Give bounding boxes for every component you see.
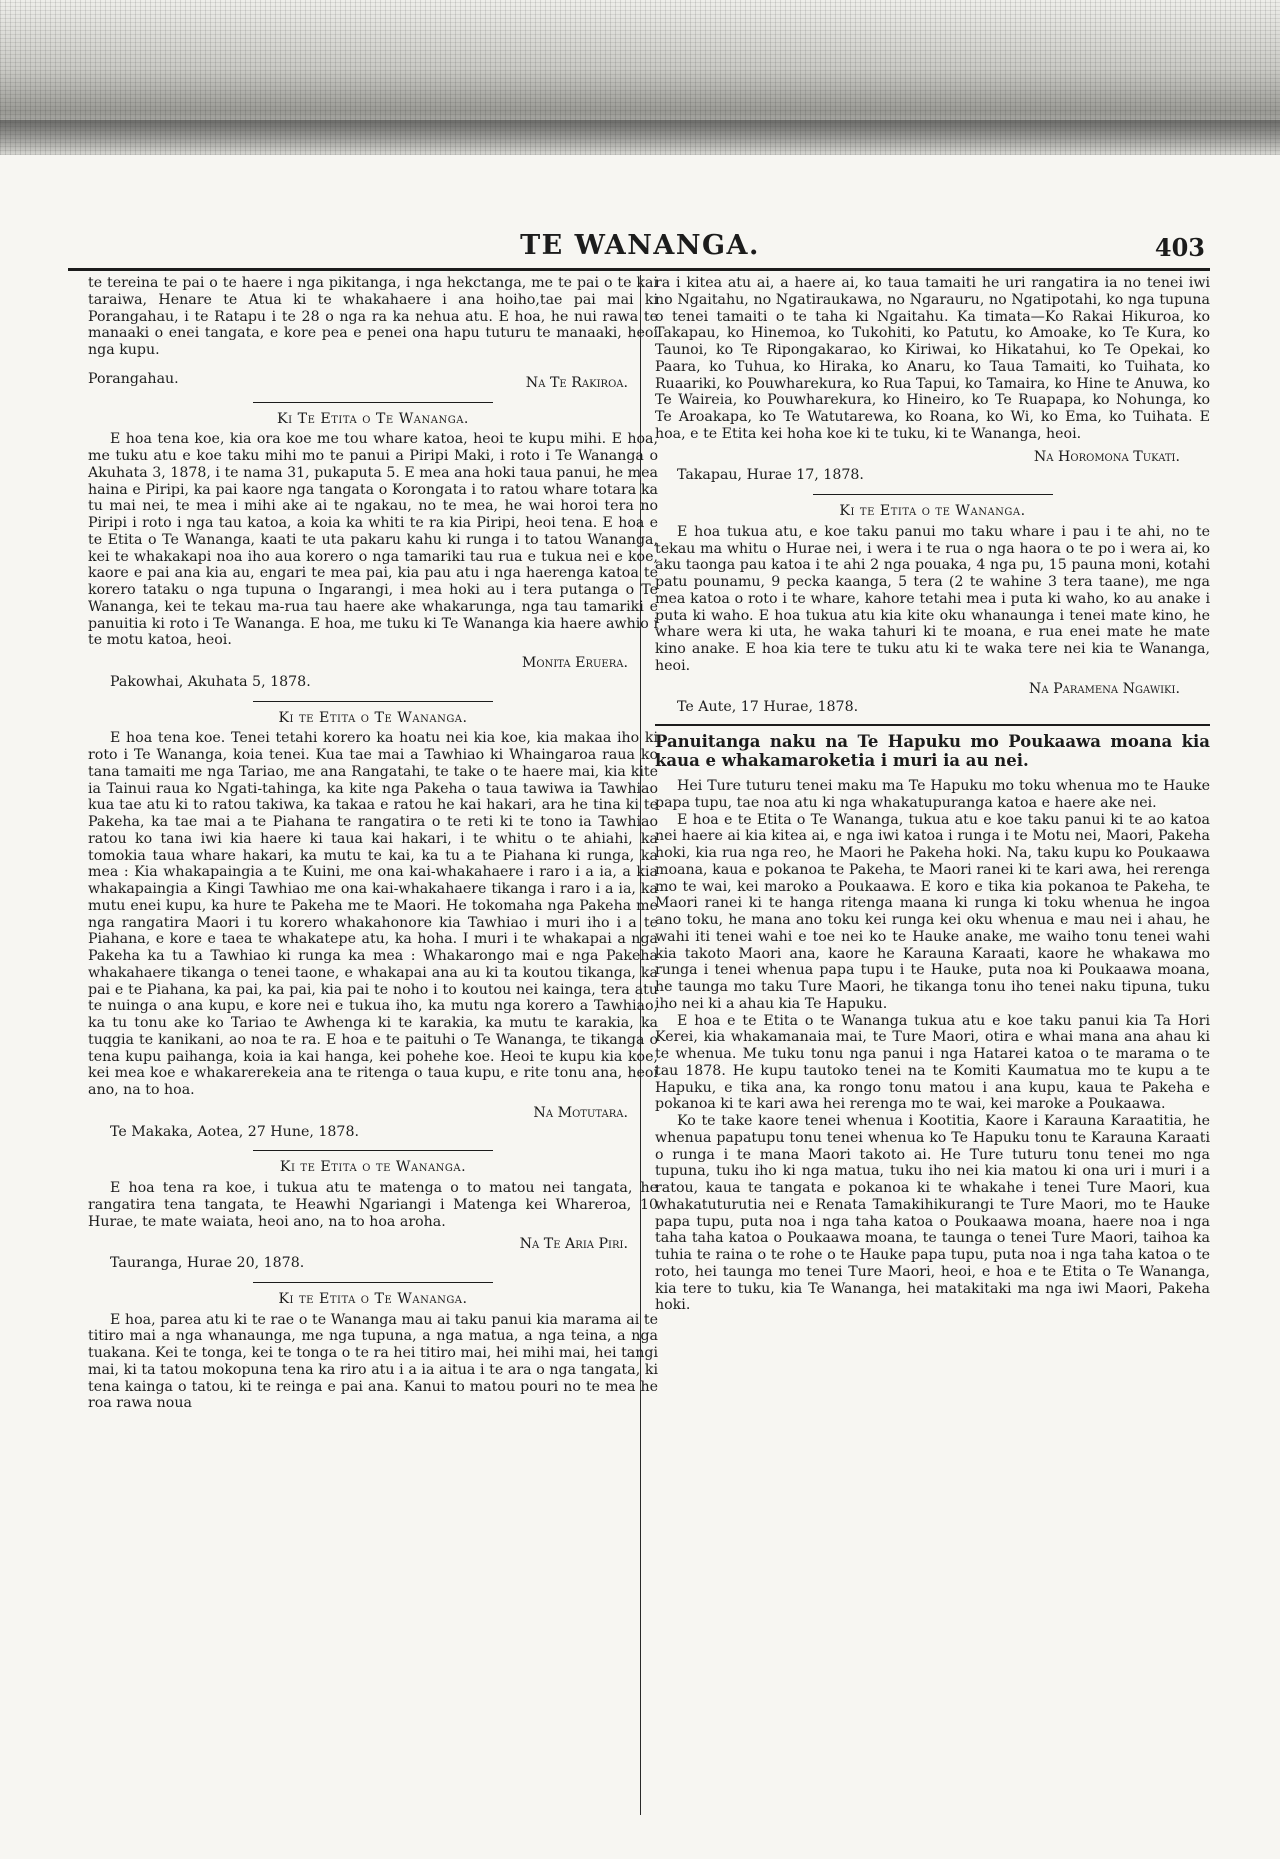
letter-place: Pakowhai, Akuhata 5, 1878. [110, 673, 311, 690]
letter-signature: Na Te Rakiroa. [525, 374, 628, 391]
letter-place: Tauranga, Hurae 20, 1878. [110, 1255, 305, 1271]
letter-heading: Ki te Etita o te Wananga. [279, 1159, 467, 1176]
notice-paragraph: Ko te take kaore tenei whenua i Kootitia, Kaore i Karauna Karaatitia, he whenua papatupu tonu tenei whenua ko Te Hapuku tonu te Karauna Karaati o runga i te mana Maori takoto ai. He Ture tuturu tonu tenei mo nga tupuna, tuku iho ki nga matua, tuku iho nei kia matou ki ona uri i muri i a ratou, kaua te tangata e pokanoa ki te whakahe i tenei Ture Maori, kua whakatuturutia nei e Renata Tamakihikurangi te Ture Maori, mo te Hauke papa tupu, puta noa i nga taha katoa o Poukaawa moana, haere noa i nga taha taha katoa o Poukaawa moana, te taunga o tenei Ture Maori, taihoa ka tuhia te raina o te rohe o te Hauke papa tupu, puta noa i nga taha katoa o te roto, hei taunga mo tenei Ture Maori, heoi, e hoa e te Etita o Te Wananga, kia tere to tuku, kia Te Wananga, hei matakitaki ma nga iwi Maori, Pakeha hoki. [655, 1113, 1210, 1314]
page-number: 403 [1154, 233, 1205, 262]
letter-place: Te Aute, 17 Hurae, 1878. [677, 699, 859, 716]
continued-letter-text: ra i kitea atu ai, a haere ai, ko taua tamaiti he uri rangatira ia no tenei iwi no Ngaitahu, no Ngatiraukawa, no Ngarauru, no Ngatipotahi, ko nga tupuna o tenei tamaiti o te taha ki Ngaitahu. Ka timata—Ko Rakai Hikuroa, ko Takapau, ko Hinemoa, ko Tukohiti, ko Patutu, ko Amoake, ko Te Kura, ko Taunoi, ko Te Ripongakarao, ko Kiriwai, ko Hikatahui, ko Te Opekai, ko Paara, ko Tuhua, ko Hiraka, ko Anaru, ko Taua Tamaiti, ko Tuihata, ko Ruaariki, ko Pouwharekura, ko Rua Tapui, ko Tamaira, ko Hine te Anuwa, ko Te Waireia, ko Pouwharekura, ko Hineiro, ko Te Ruapapa, ko Nohunga, ko Te Aroakapa, ko Te Watutarewa, ko Roana, ko Wi, ko Ema, ko Tuihata. E hoa, e te Etita kei hoha koe ki te tuku, ki te Wananga, heoi. [655, 275, 1210, 442]
letter-place: Porangahau. [88, 370, 179, 387]
letter-body: E hoa tena ra koe, i tukua atu te matenga o to matou nei tangata, he rangatira tena tangata, te Heawhi Ngariangi i Matenga kei Whareroa, 10 Hurae, te mate waiata, heoi ano, na to hoa aroha. [88, 1180, 658, 1230]
section-rule [253, 1282, 493, 1283]
section-rule [813, 494, 1053, 495]
letter-heading: Ki Te Etita o Te Wananga. [277, 410, 469, 427]
notice-paragraph: E hoa e te Etita o te Wananga tukua atu e koe taku panui kia Ta Hori Kerei, kia whakamanaia mai, te Ture Maori, otira e whai mana ana ahau ki te whenua. Me tuku tonu nga panui i nga Hatarei katoa o te marama o te tau 1878. He kupu tautoko tenei na te Komiti Kaumatua mo te kupu a te Hapuku, e tika ana, ka rongo tonu matou i ana kupu, kaua te Pakeha e pokanoa ki te kari awa hei rerenga mo te wai, kei maroke a Poukaawa. [655, 1012, 1210, 1113]
letter-signature: Monita Eruera. [521, 655, 628, 671]
scan-header-noise [0, 0, 1280, 155]
letter-heading: Ki te Etita o Te Wananga. [278, 709, 468, 726]
header-rule [68, 268, 1210, 271]
letter-place: Takapau, Hurae 17, 1878. [677, 467, 864, 484]
section-rule [253, 701, 493, 702]
letter-heading: Ki te Etita o te Wananga. [839, 503, 1026, 519]
section-rule [253, 402, 493, 403]
continued-letter-text: te tereina te pai o te haere i nga pikitanga, i nga hekctanga, me te pai o te kai taraiwa, Henare te Atua ki te whakahaere i ana hoiho,tae pai mai ki Porangahau, i te Ratapu i te 28 o nga ra ka nehua atu. E hoa, he nui rawa te manaaki o enei tangata, e kore pea e penei ona hapu tuturu te manaaki, heoi nga kupu. [88, 275, 658, 358]
letter-signature: Na Horomona Tukati. [1033, 448, 1180, 465]
notice-paragraph: E hoa e te Etita o Te Wananga, tukua atu e koe taku panui ki te ao katoa nei haere ai kia kitea ai, e nga iwi katoa i runga i te Motu nei, Maori, Pakeha hoki, kia rua nga reo, he Maori he Pakeha hoki. Na, taku kupu ko Poukaawa moana, kaua e pokanoa te Pakeha, te Maori ranei ki te kari awa, hei rerenga mo te wai, kei maroko a Poukaawa. E koro e tika kia pokanoa te Pakeha, te Maori ranei ki te hanga ritenga maana ki runga ki toku whenua he ingoa ano toku, he mana ano toku kei runga kei oku whenua e mau nei i ahau, he wahi iti tenei wahi e toe nei ko te Hauke anake, me waiho tonu tenei wahi kia takoto Maori ana, kaore he Karauna Karaati, kaore he whakawa mo runga i tenei whenua papa tupu i te Hauke, puta noa ki Poukaawa moana, he taunga mo taku Ture Maori, he tikanga tonu iho tenei naku tipuna, tuku iho nei ki a ahau kia Te Hapuku. [655, 811, 1210, 1012]
section-rule [655, 724, 1210, 726]
letter-place: Te Makaka, Aotea, 27 Hune, 1878. [110, 1123, 359, 1140]
notice-paragraph: Hei Ture tuturu tenei maku ma Te Hapuku mo toku whenua mo te Hauke papa tupu, tae noa atu ki nga whakatupuranga katoa e haere ake nei. [655, 778, 1210, 811]
letter-body: E hoa tukua atu, e koe taku panui mo taku whare i pau i te ahi, no te tekau ma whitu o Hurae nei, i wera i te rua o nga haora o te po i wera ai, ko aku taonga pau katoa i te ahi 2 nga pouaka, 4 nga pu, 15 pauna moni, kotahi patu pounamu, 9 pecka kaanga, 5 tera (2 te wahine 3 tera taane), me nga mea katoa o roto i te whare, kahore tetahi mea i puta ki waho, ko au anake i puta ki waho. E hoa tukua atu kia kite oku whanaunga i tenei mate kino, he whare wera ki uta, he waka tahuri ki te moana, e rua enei mate he mate kino anake. E hoa kia tere te tuku atu ki te waka tere nei kia te Wananga, heoi. [655, 523, 1210, 674]
right-column [655, 275, 1210, 1314]
letter-body: E hoa tena koe, kia ora koe me tou whare katoa, heoi te kupu mihi. E hoa, me tuku atu e koe taku mihi mo te panui a Piripi Maki, i roto i Te Wananga o Akuhata 3, 1878, i te nama 31, pukaputa 5. E mea ana hoki taua panui, he mea haina e Piripi, ka pai kaore nga tangata o Korongata i to ratou whare totara ka tu mai nei, te mea i mihi ake ai te ngakau, no te mea, he wai horoi tera no Piripi i roto i nga tau katoa, a koia ka whiti te ra kia Piripi, heoi tena. E hoa e te Etita o Te Wananga, kaati te uta pakaru kahu ki runga i to tatou Wananga, kei te whakakapi noa iho aua korero o nga tamariki tau rua e tukua nei e koe, kaore e pai ana kia au, engari te mea pai, kia pau atu i nga haerenga katoa te korero tataku o nga tupuna o Ingarangi, i mea hoki au i tera putanga o Te Wananga, kei te tekau ma-rua tau haere ake whakarunga, nga tau tamariki e panuitia ki roto i Te Wananga. E hoa, me tuku ki Te Wananga kia haere awhio i te motu katoa, heoi. [88, 431, 658, 649]
masthead [65, 230, 1215, 260]
newspaper-title: TE WANANGA. [520, 230, 760, 261]
signature-row [88, 369, 658, 392]
letter-signature: Na Paramena Ngawiki. [1028, 680, 1180, 697]
notice-title: Panuitanga naku na Te Hapuku mo Poukaawa moana kia kaua e whakamaroketia i muri ia au nei. [655, 732, 1210, 770]
left-column [88, 275, 658, 1412]
letter-heading: Ki te Etita o Te Wananga. [278, 1290, 468, 1307]
letter-signature: Na Te Aria Piri. [519, 1236, 628, 1253]
letter-signature: Na Motutara. [533, 1104, 628, 1121]
section-rule [253, 1150, 493, 1151]
letter-body: E hoa, parea atu ki te rae o te Wananga mau ai taku panui kia marama ai te titiro mai a nga whanaunga, me nga tupuna, a nga matua, a nga teina, a nga tuakana. Kei te tonga, kei te tonga o te ra hei titiro mai, hei mihi mai, hei tangi mai, ki ta tatou mokopuna tena ka riro atu i a ia aitua i te ara o nga tangata, ki tena kainga o tatou, ki te reinga e pai ana. Kanui to matou pouri no te mea he roa rawa noua [88, 1311, 658, 1412]
letter-body: E hoa tena koe. Tenei tetahi korero ka hoatu nei kia koe, kia makaa iho ki roto i Te Wananga, koia tenei. Kua tae mai a Tawhiao ki Whaingaroa raua ko tana tamaiti me nga Tariao, me ana Rangatahi, te take o te haere mai, kia kite ia Tainui raua ko Ngati-tahinga, ka kite nga Pakeha o taua tawiwa ia Tawhiao kua tae atu ki to ratou takiwa, ka takaa e ratou he kai hakari, ara he tina ki te Pakeha, ka tae mai a te Piahana te rangatira o te reti ki te tono ia Tawhiao ratou ko tana iwi kia haere ki taua kai hakari, i te whitu o te ahiahi, ka tomokia taua whare hakari, ka mutu te kai, ka tu a te Piahana ki runga, ka mea : Kia whakapaingia a te Kuini, me ona kai-whakahaere i raro i a ia, a kia whakapaingia a Kingi Tawhiao me ona kai-whakahaere tikanga i raro i a ia, ka mutu enei kupu, ka hure te Pakeha me te Maori. He tokomaha nga Pakeha me nga rangatira Maori i tu korero whakahonore kia Tawhiao i muri iho i a te Piahana, e kore e taea te whakatepe atu, ka hoha. I muri i te whakapai a nga Pakeha ka tu a Tawhiao ki runga ka mea : Whakarongo mai e nga Pakeha whakahaere tikanga o tenei taone, e whakapai ana au ki ta koutou tikanga, ka pai e te Piahana, ka pai, ka pai, kia pai te noho i to koutou nei kainga, tera atu te nuinga o ana kupu, e kore nei e tukua iho, ka mutu nga korero a Tawhiao, ka tu tonu ake ko Tariao te Awhenga ki te karakia, ka mutu te karakia, ka tuqgia te kanikani, ao noa te ra. E hoa e te paituhi o Te Wananga, te tikanga o tena kupu paihanga, koia ia kai hanga, kei pohehe koe. Heoi te kupu kia koe, kei mea koe e whakarerekeia ana te ritenga o taua kupu, e rite tonu ana, heoi ano, na to hoa. [88, 730, 658, 1098]
